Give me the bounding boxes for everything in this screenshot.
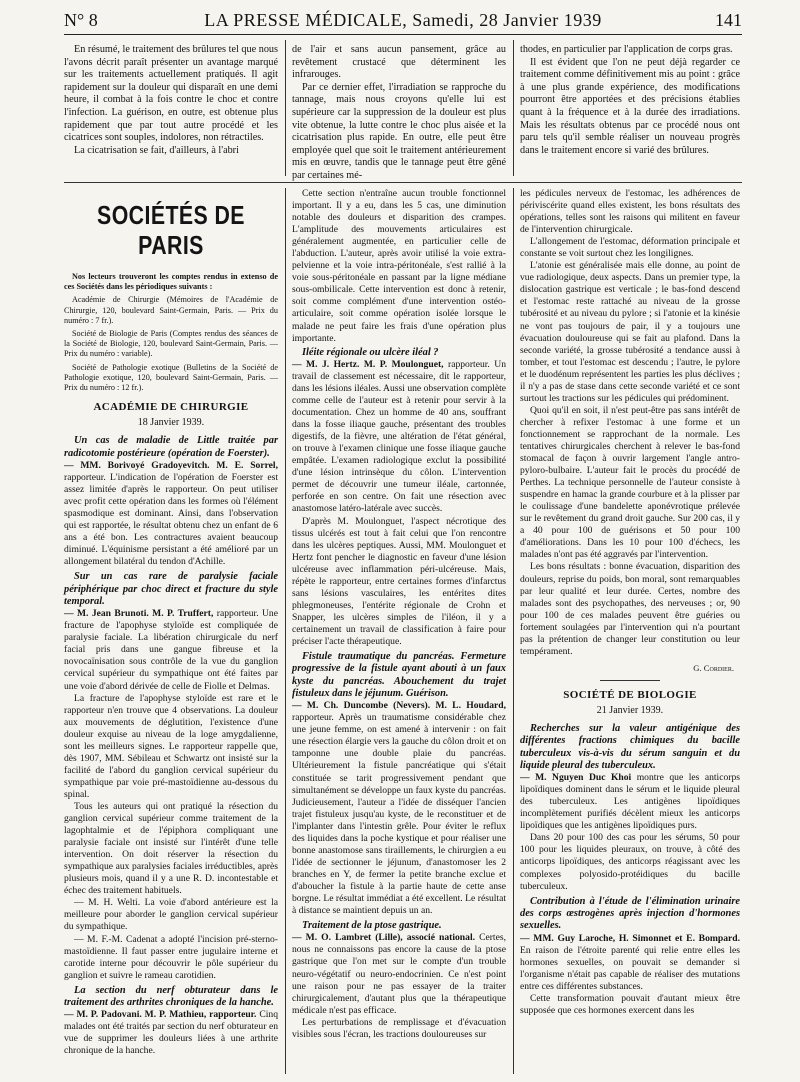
column-1 — [64, 188, 278, 1078]
paragraph: Il est évident que l'on ne peut déjà regarder ce traitement comme définitivement mis au point : grâce à une plus grande expérience, des modifications pourront être apportées et des précisions établies quant à la fréquence et à la durée des irradiations. Mais les résultats obtenus par ce procédé nous ont paru tels qu'il semble réaliser un nouveau progrès dans le traitement encore si varié des brûlures. — [520, 56, 740, 156]
report-text: rapporteur. Une fracture de l'apophyse styloïde est compliquée de paralysie faciale. La libération chirurgicale du nerf facial pris dans une gangue fibreuse et la novocaïnisation sous contrôle de la vue du ganglion cervical supérieur du sympathique ont été faites par une voie d'abord dérivée de celle de Fiolle et Delmas. — [64, 608, 278, 692]
top-column-2 — [292, 44, 506, 181]
paragraph: Quoi qu'il en soit, il n'est peut-être pas sans intérêt de chercher à refixer l'estomac à une forme et un fonctionnement se rapprochant de la normale. Les tentatives chirurgicales cherchent à relever le bas-fond stomacal de façon à ouvrir largement l'angle antro-pyloro-bulbaire. L'auteur fait le procès du procédé de Perthes. La technique personnelle de l'auteur consiste à suspendre en hamac la grande courbure et à la plisser par le coulissage d'une bandelette aponévrotique prélevée sur le revêtement du grand droit gauche. Sur 200 cas, il y a 40 pour 100 de guérisons et 50 pour 100 d'améliorations. Dans les 10 pour 100 d'échecs, les malades n'ont pas été aggravés par l'intervention. — [520, 404, 740, 561]
column-divider — [285, 40, 286, 176]
report-title: Contribution à l'étude de l'élimination urinaire des corps œstrogènes après injection d'hormones sexuelles. — [520, 895, 740, 932]
report-authors: — M. Nguyen Duc Khoi — [520, 772, 632, 784]
report-text: rapporteur. Un travail de classement est nécessaire, dit le rapporteur, dans les lésions iléales. Aussi une observation complète comme celle de l'auteur est à retenir pour servir à la documentation. Chez un homme de 40 ans, souffrant dans la fosse iliaque gauche, présentant des troubles digestifs, de la fièvre, une altération de l'état général, on trouve à l'examen clinique une fosse iliaque gauche empâtée. L'examen radiologique exclut la possibilité d'une lésion intrinsèque du côlon. L'intervention permet de découvrir une tumeur iléale, cartonnée, perforée en son centre. On fait une résection avec anastomose latéro-latérale avec succès. — [292, 358, 506, 515]
paragraph: Cette transformation pouvait d'autant mieux être supposée que ces hormones exercent dans les — [520, 992, 740, 1016]
report-authors: — M. P. Padovani. M. P. Mathieu, rapporteur. — [64, 1009, 257, 1021]
report-title: Sur un cas rare de paralysie faciale périphérique par choc direct et fracture du style temporal. — [64, 571, 278, 607]
paragraph: Dans 20 pour 100 des cas pour les sérums, 50 pour 100 pour les liquides pleuraux, on trouve, à côté des anticorps lipoïdiques, des anticorps réagissant avec les complexes polyosido-protéidiques du bacille tuberculeux. — [520, 832, 740, 892]
session-date: 18 Janvier 1939. — [137, 417, 205, 429]
notice-item: Société de Biologie de Paris (Comptes rendus des séances de la Société de Biologie, 120, boulevard Saint-Germain, Paris. — Prix du numéro : variable). — [64, 329, 278, 359]
paragraph: La cicatrisation se fait, d'ailleurs, à l'abri — [74, 144, 239, 156]
paragraph: Les perturbations de remplissage et d'évacuation visibles sous l'écran, les tractions douloureuses sur — [292, 1016, 506, 1040]
page-header — [64, 8, 742, 34]
publication-notice — [64, 272, 278, 393]
report-authors: — M. Ch. Duncombe (Nevers). M. L. Houdard, — [292, 700, 506, 712]
top-column-1 — [64, 44, 278, 172]
report-text: Certes, nous ne connaissons pas encore la cause de la ptose gastrique que l'on met sur le compte d'un trouble neuro-végétatif ou neuro-endocrinien. Ce n'est point une raison pour ne pas essayer de la traiter chirurgicalement, d'autant plus que la thérapeutique médicale n'est pas efficace. — [292, 932, 506, 1016]
paragraph: Cette section n'entraîne aucun trouble fonctionnel important. Il y a eu, dans les 5 cas, une diminution notable des douleurs et disparition des crampes. L'amplitude des mouvements articulaires est généralement augmentée, en particulier celle de l'abduction. L'auteur, après avoir utilisé la voie extra-pelvienne et la voie intra-péritonéale, s'est rallié à la voie sous-péritonéale en passant par la ligne médiane sous-ombilicale. Cette intervention est donc à retenir, soit comme complément d'une intervention ostéo-articulaire, soit comme opération isolée lorsque le malade ne peut faire les frais d'une opération plus importante. — [292, 188, 506, 344]
paragraph: les pédicules nerveux de l'estomac, les adhérences de périviscérite quand elles existent, les bons résultats des opérations, telles sont les raisons qui militent en faveur de l'intervention chirurgicale. — [520, 188, 740, 236]
society-heading: SOCIÉTÉ DE BIOLOGIE — [563, 688, 697, 701]
notice-intro: Nos lecteurs trouveront les comptes rendus in extenso de ces Sociétés dans les périodiques suivants : — [64, 272, 278, 292]
issue-number: N° 8 — [64, 10, 98, 30]
paragraph: En résumé, le traitement des brûlures tel que nous l'avons décrit paraît présenter un avantage marqué sur les traitements actuellement pratiqués. Il agit rapidement sur la douleur qui disparaît en une demi heure, il combat à la fois contre le choc et contre l'infection. La guérison, en outre, est obtenue plus rapidement que par tout autre procédé et les cicatrices sont souples, indolores, non rétractiles. — [64, 44, 278, 144]
column-divider — [513, 40, 514, 176]
column-divider — [513, 188, 514, 1074]
paragraph: thodes, en particulier par l'application de corps gras. — [520, 44, 733, 55]
top-column-3 — [520, 44, 740, 172]
paragraph: — M. H. Welti. La voie d'abord antérieure est la meilleure pour aborder le ganglion cervical supérieur du sympathique. — [64, 897, 278, 933]
paragraph: La fracture de l'apophyse styloïde est rare et le rapporteur n'en trouve que 4 observations. La douleur aux mouvements de déglutition, l'existence d'une douleur exquise au niveau de la loge amygdalienne, sont les meilleurs signes. Le rapporteur rappelle que, dès 1907, MM. Sébileau et Schwartz ont insisté sur la facilité de l'abord du ganglion cervical supérieur du sympathique par voie pré-mastoïdienne au-dessous du spinal. — [64, 692, 278, 800]
report-text: montre que les anticorps lipoïdiques dominent dans le sérum et le liquide pleural des tuberculeux. Les antigènes lipoïdiques incomplètement purifiés décèlent mieux les anticorps lipoïdiques que les antigènes lipoïdiques purs. — [520, 772, 741, 832]
report-text: Cinq malades ont été traités par section du nerf obturateur en vue de supprimer les douleurs liées à une arthrite chronique de la hanche. — [64, 1009, 278, 1057]
report-text: En raison de l'étroite parenté qui relie entre elles les hormones sexuelles, on pouvait se demander si l'organisme n'était pas capable de réaliser des mutations entre ces différentes substances. — [520, 944, 740, 992]
society-heading: ACADÉMIE DE CHIRURGIE — [93, 401, 249, 414]
paragraph: D'après M. Moulonguet, l'aspect nécrotique des tissus ulcérés est tout à fait celui que l'on rencontre dans les ulcères peptiques. Aussi, MM. Moulonguet et Hertz font pencher le diagnostic en faveur d'une lésion ulcéreuse avec inflammation péri-ulcéreuse. Mais, répète le rapporteur, entre certaines formes d'infarctus sans lésions vasculaires, les entérites dites phlegmoneuses, l'entérite régionale de Crohn et Snapper, les ulcères simples de l'iléon, il y a certainement un travail de classification à faire pour préciser l'acte thérapeutique. — [292, 515, 506, 647]
notice-item: Société de Pathologie exotique (Bulletins de la Société de Pathologie exotique, 120, boulevard Saint-Germain, Paris. — Prix du numéro : 12 fr.). — [64, 362, 278, 393]
paragraph: L'allongement de l'estomac, déformation principale et constante se voit surtout chez les longilignes. — [520, 236, 740, 260]
column-3 — [520, 188, 740, 1078]
paragraph: de l'air et sans aucun pansement, grâce au revêtement crustacé que déterminent les infrarouges. — [292, 44, 506, 81]
paragraph: Les bons résultats : bonne évacuation, disparition des douleurs, reprise du poids, bon moral, sont remarquables par leur qualité et leur durée. Certes, nombre des malades sont des psychopathes, des nerveuses ; or, 90 pour 100 de ces malades peuvent être guéries ou fortement soulagées par l'intervention qui n'a pourtant pas la prétention de changer leur constitution ou leur tempérament. — [520, 561, 740, 657]
report-authors: — M. Jean Brunoti. M. P. Truffert, — [64, 608, 214, 620]
session-date: 21 Janvier 1939. — [596, 704, 664, 716]
notice-item: Académie de Chirurgie (Mémoires de l'Académie de Chirurgie, 120, boulevard Saint-Germain, Paris. — Prix du numéro : 7 fr.). — [64, 295, 278, 325]
report-title: La section du nerf obturateur dans le traitement des arthrites chroniques de la hanche. — [64, 984, 278, 1008]
report-authors: — M. O. Lambret (Lille), associé national. — [292, 932, 476, 944]
section-title: SOCIÉTÉS DE PARIS — [97, 200, 245, 260]
separator-rule — [600, 680, 660, 681]
report-text: rapporteur. Après un traumatisme considérable chez une jeune femme, on est amené à intervenir : on fait une résection élargie vers la gauche du côlon droit et on tamponne une double plaie du pancréas. Ultérieurement la fistule pancréatique qui s'était constituée se tarit progressivement pendant que simultanément se développe un faux kyste du pancréas. Judicieusement, l'auteur a l'idée de disséquer l'ancien trajet fistuleux jusqu'au kyste, de le reconstituer et de l'implanter dans l'intestin grêle. Pour éviter le reflux des liquides dans la poche kystique et pour réaliser une bonne anastomose sans tiraillements, le chirurgien a eu l'idée de sectionner le jéjunum, d'anastomoser les 2 branches en Y, de fermer la petite branche exclue et d'aboucher la fistule à la partie haute de cette anse borgne. Le résultat immédiat a été excellent. Le résultat à distance se maintient depuis un an. — [292, 712, 507, 917]
author-signature: G. Cordier. — [693, 662, 734, 673]
journal-title: LA PRESSE MÉDICALE, Samedi, 28 Janvier 1939 — [204, 10, 602, 30]
paragraph: Tous les auteurs qui ont pratiqué la résection du ganglion cervical supérieur comme traitement de la lagophtalmie et de l'épiphora compliquant une paralysie faciale ont insisté sur l'intérêt d'une telle intervention. On doit réserver la résection du sympathique aux paralysies faciales irréductibles, après plusieurs mois, quand il y a une R. D. incontestable et échec des traitement habituels. — [64, 800, 278, 897]
report-text: rapporteur. L'indication de l'opération de Foerster est assez limitée d'après le rapporteur. On peut utiliser avec profit cette opération dans les formes où l'élément spasmodique est dominant. Ainsi, dans l'observation qui est rapportée, le résultat obtenu chez un enfant de 6 ans a été bon. Les contractures avaient beaucoup diminué. L'équinisme persistant a été amélioré par un allongement bilatéral du tendon d'Achille. — [64, 471, 278, 568]
report-authors: — MM. Borivoyé Gradoyevitch. M. E. Sorrel, — [64, 459, 278, 471]
header-rule — [64, 34, 742, 35]
report-authors: — M. J. Hertz. M. P. Moulonguet, — [292, 358, 444, 370]
column-divider — [285, 188, 286, 1074]
paragraph: Par ce dernier effet, l'irradiation se rapproche du tannage, mais nous croyons qu'elle lui est supérieure car la suppression de la douleur est plus vite obtenue, la lutte contre le choc plus aisée et la cicatrisation plus rapide. En outre, elle peut être employée quel que soit le traitement antérieurement mis en œuvre, tandis que le tannage peut être gêné par certaines mé- — [292, 81, 506, 181]
report-title: Recherches sur la valeur antigénique des différentes fractions chimiques du bacille tuberculeux vis-à-vis du sérum sanguin et du liquide pleural des tuberculeux. — [520, 722, 740, 771]
section-rule — [64, 182, 742, 183]
report-authors: — MM. Guy Laroche, H. Simonnet et E. Bompard. — [520, 932, 740, 944]
report-title: Un cas de maladie de Little traitée par radicotomie postérieure (opération de Foerster). — [64, 435, 278, 459]
report-title: Traitement de la ptose gastrique. — [302, 920, 442, 932]
paragraph: L'atonie est généralisée mais elle donne, au point de vue radiologique, deux aspects. Dans un premier type, la dislocation gastrique est verticale ; le bas-fond descend et l'estomac reste rattaché au niveau de la grosse tubérosité et au niveau du pylore ; si l'atonie et la kinésie ne vont pas toujours de pair, il y a toujours une évacuation douloureuse qui se fait au plafond. Dans la seconde variété, la grosse tubérosité a tendance aussi à tomber, et tout l'estomac est descendu ; l'autre, le pylore et le duodénum représentent les parties les plus déclives ; il n'y a pas de stase dans cette seconde variété et ce sont surtout les tractions sur les pédicules qui prédominent. — [520, 260, 740, 404]
column-2 — [292, 188, 506, 1078]
report-title: Fistule traumatique du pancréas. Fermeture progressive de la fistule ayant abouti à un faux kyste du pancréas. Abouchement du trajet fistuleux dans le jéjunum. Guérison. — [292, 651, 506, 699]
paragraph: — M. F.-M. Cadenat a adopté l'incision pré-sterno-mastoïdienne. Il faut passer entre jugulaire interne et carotide interne pour découvrir le pôle supérieur du ganglion et suivre le rameau carotidien. — [64, 933, 278, 981]
page-number: 141 — [715, 10, 742, 30]
report-title: Iléite régionale ou ulcère iléal ? — [302, 346, 439, 358]
